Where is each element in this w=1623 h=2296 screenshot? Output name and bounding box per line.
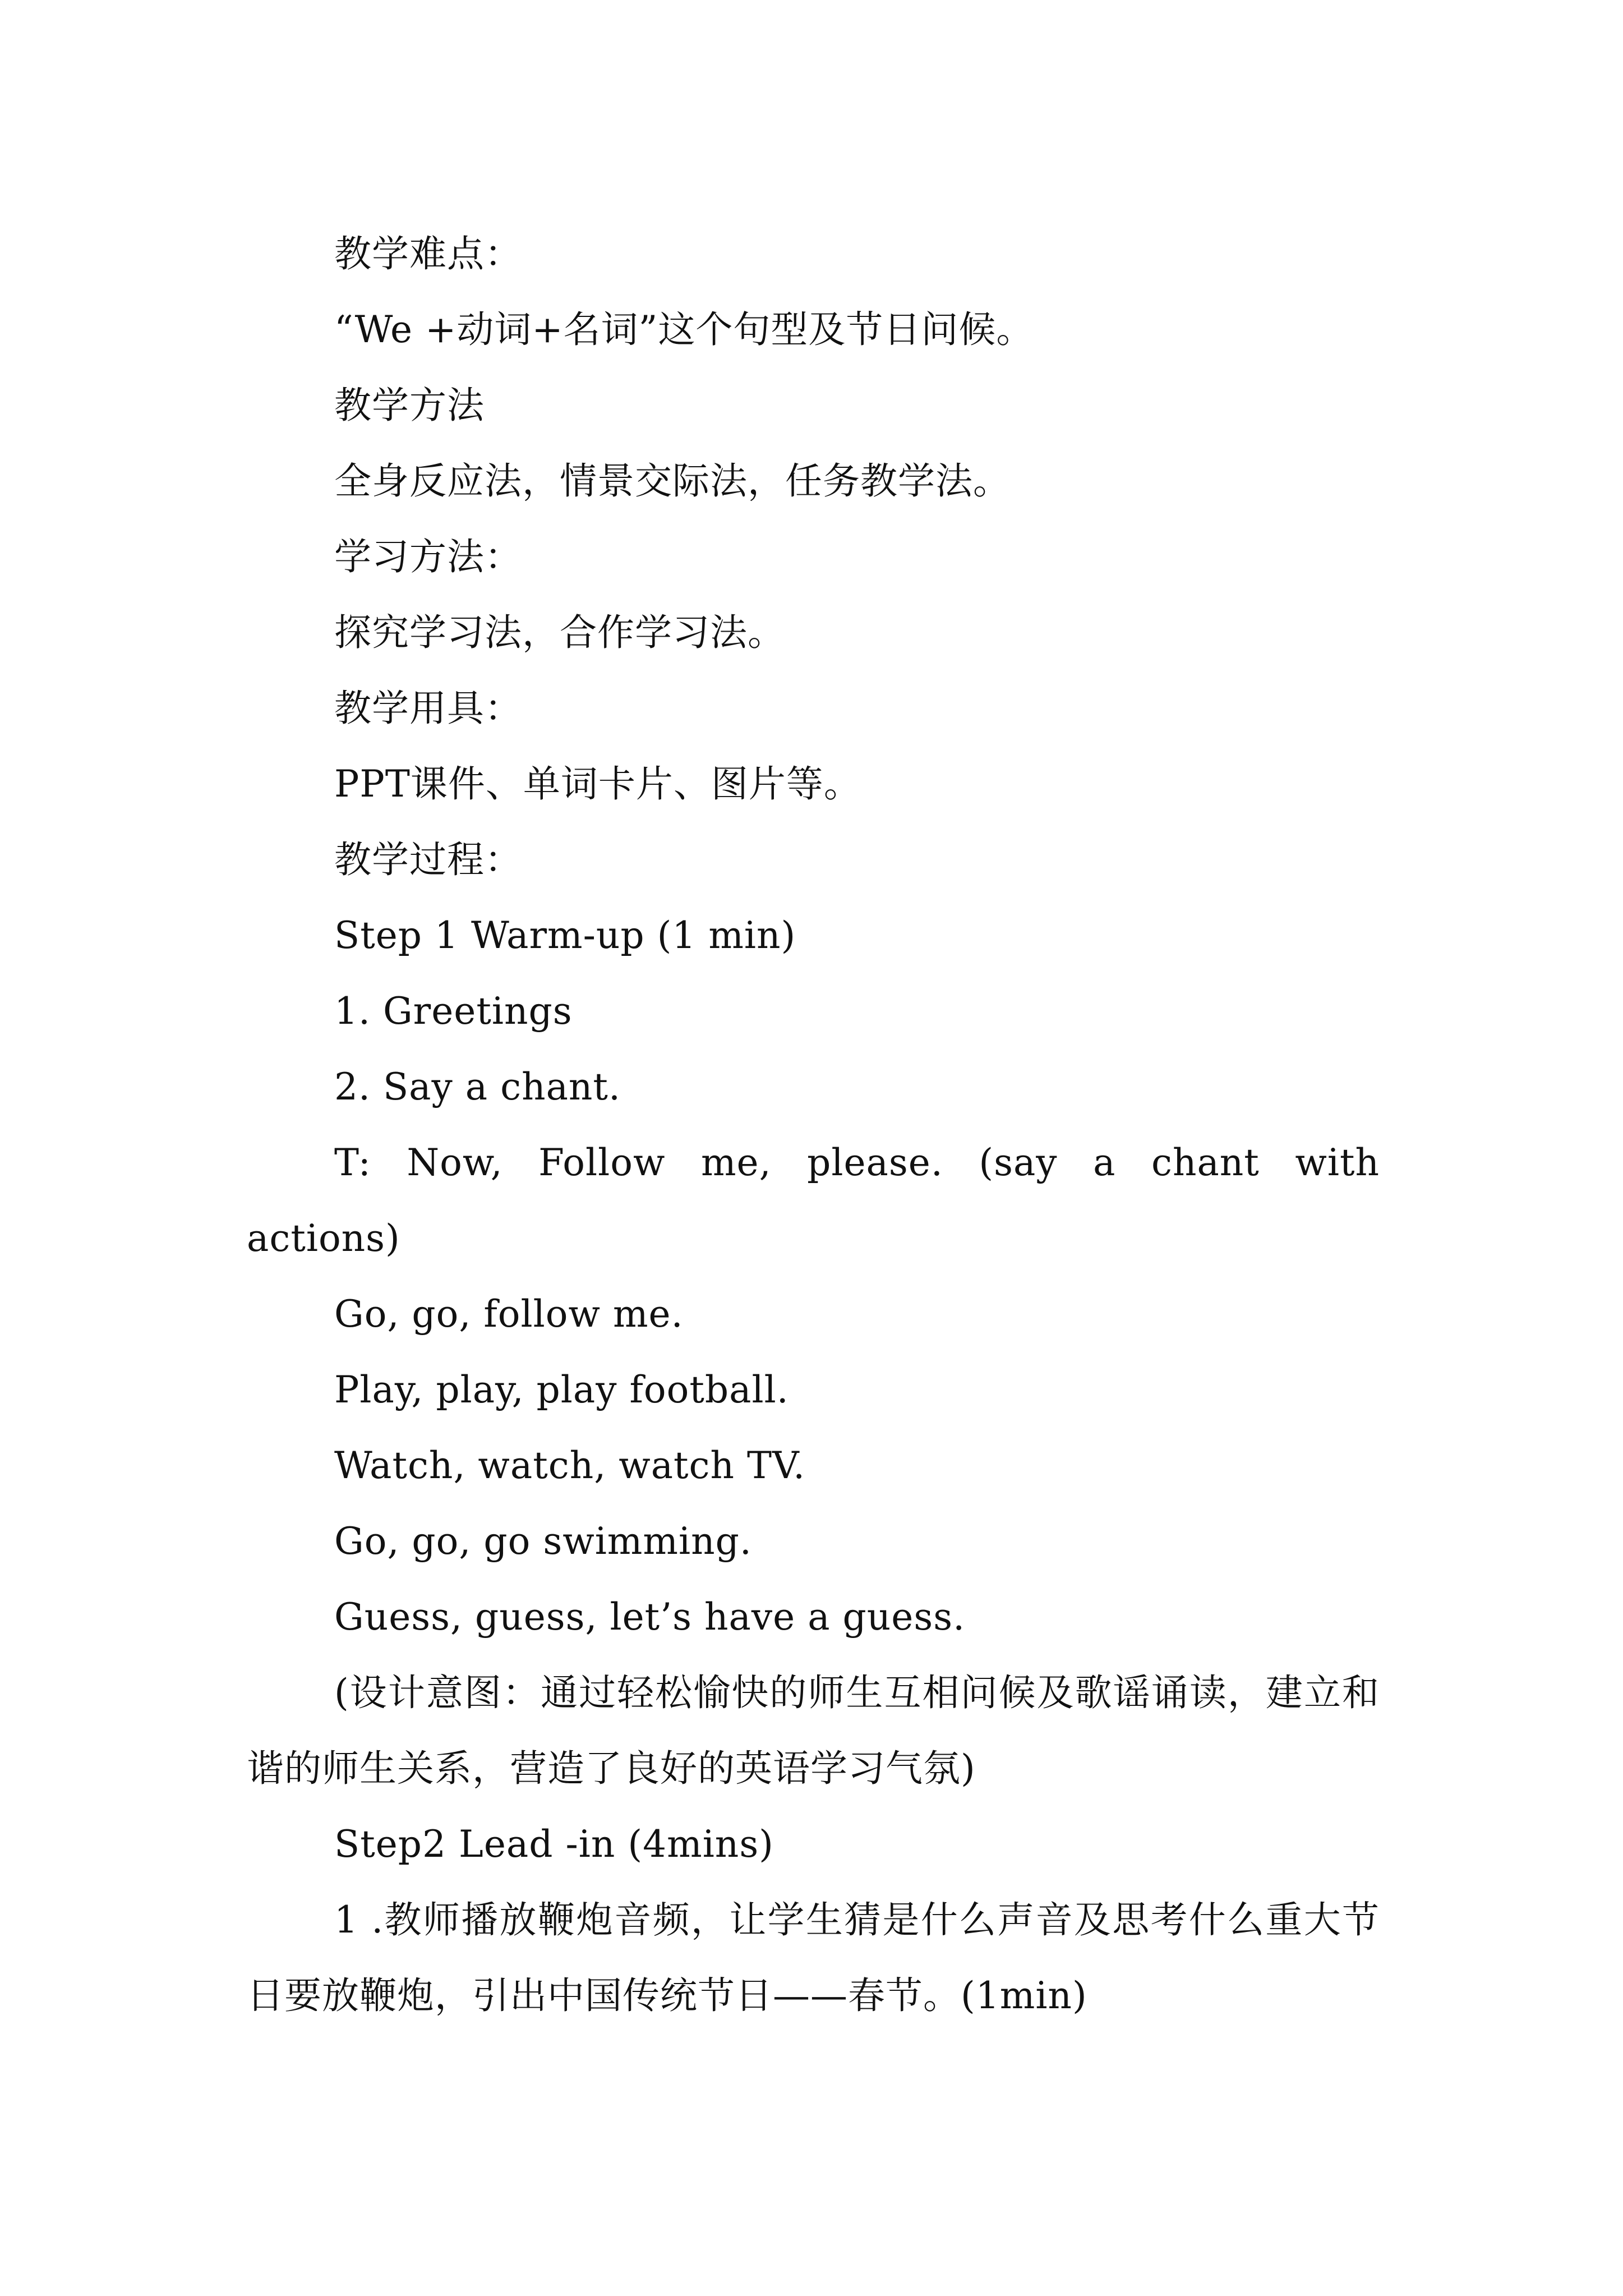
- step2-item-1: 1 .教师播放鞭炮音频，让学生猜是什么声音及思考什么重大节日要放鞭炮，引出中国传统节日——春节。(1min): [247, 1898, 1380, 2017]
- chant-line-4: Go, go, go swimming.: [334, 1520, 752, 1563]
- teacher-instruction: T: Now, Follow me, please. (say a chant with actions): [247, 1141, 1380, 1260]
- chant-line-2: Play, play, play football.: [334, 1368, 789, 1411]
- chant-line-1: Go, go, follow me.: [334, 1292, 684, 1336]
- step1-heading: Step 1 Warm-up (1 min): [334, 914, 796, 957]
- document-body: [247, 216, 1380, 2033]
- paragraph-teaching-methods: 全身反应法，情景交际法，任务教学法。: [334, 459, 1011, 503]
- heading-teaching-process: 教学过程：: [334, 838, 522, 881]
- paragraph-learning-methods: 探究学习法，合作学习法。: [334, 611, 785, 654]
- design-intent-note: (设计意图：通过轻松愉快的师生互相问候及歌谣诵读，建立和谐的师生关系，营造了良好的英语学习气氛): [247, 1671, 1380, 1790]
- chant-line-5: Guess, guess, let’s have a guess.: [334, 1595, 966, 1639]
- heading-learning-methods: 学习方法：: [334, 535, 522, 578]
- paragraph-difficulties: “We +动词+名词”这个句型及节日问候。: [334, 308, 1034, 351]
- step2-heading: Step2 Lead -in (4mins): [334, 1823, 774, 1866]
- step1-item-chant: 2. Say a chant.: [334, 1065, 621, 1108]
- heading-teaching-aids: 教学用具：: [334, 687, 522, 730]
- heading-teaching-difficulties: 教学难点：: [334, 232, 522, 275]
- chant-line-3: Watch, watch, watch TV.: [334, 1444, 806, 1487]
- heading-teaching-methods: 教学方法: [334, 384, 485, 427]
- step1-item-greetings: 1. Greetings: [334, 990, 573, 1033]
- paragraph-teaching-aids: PPT课件、单词卡片、图片等。: [334, 762, 861, 806]
